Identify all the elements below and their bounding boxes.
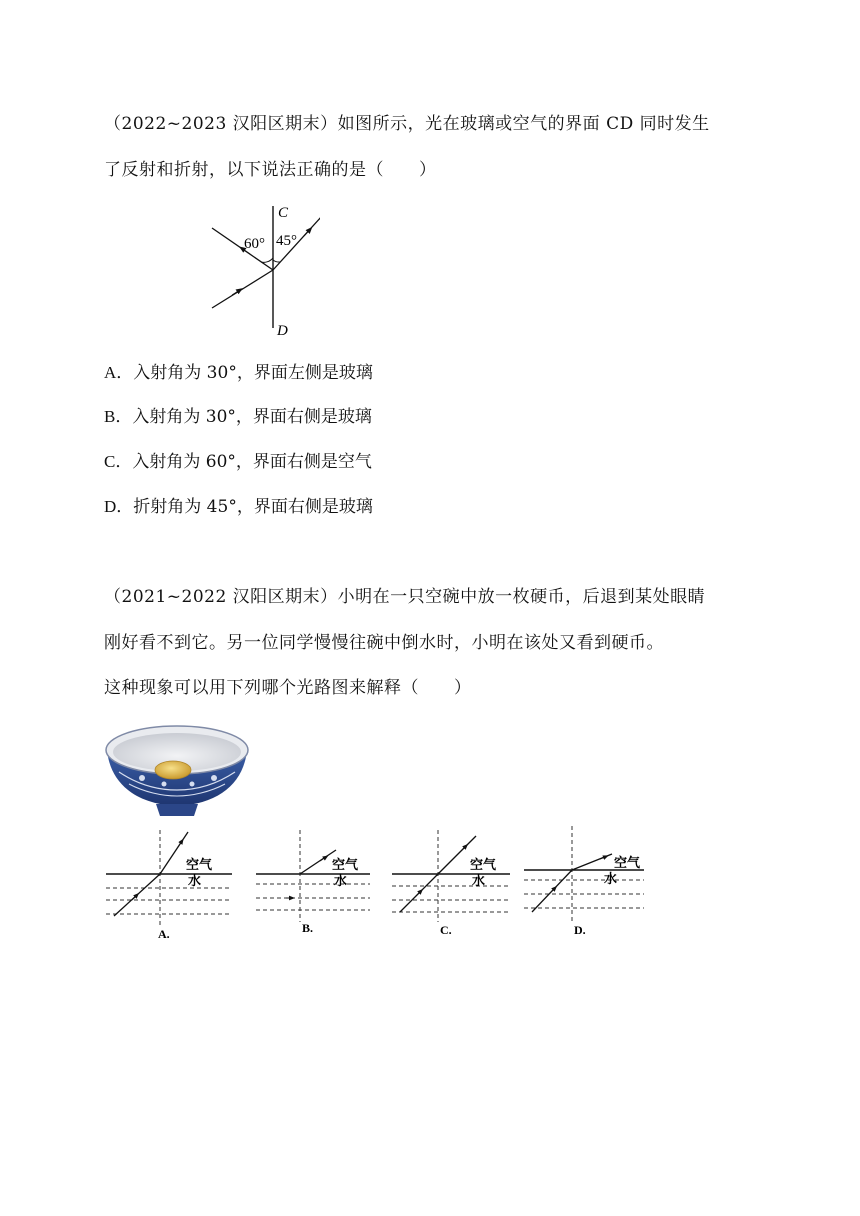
diagram-d — [524, 826, 644, 937]
diagram-c — [392, 830, 510, 937]
light-path-diagrams — [100, 822, 660, 946]
bowl-with-coin-image — [104, 720, 250, 822]
diagram-c-air-label: 空气 — [470, 858, 497, 873]
incident-ray-arrow — [232, 290, 240, 295]
coin — [155, 761, 191, 779]
diagram-b-option-label: B. — [302, 921, 314, 935]
option-b-text: 入射角为 30°，界面右侧是玻璃 — [132, 407, 372, 427]
diagram-a — [106, 830, 232, 941]
angle-label-right: 45° — [276, 233, 297, 249]
diagram-a-option-label: A. — [158, 927, 170, 941]
diagram-b-air-label: 空气 — [332, 858, 359, 873]
question-1-line-2: 了反射和折射，以下说法正确的是（ ） — [104, 160, 437, 180]
diagram-b-water-label: 水 — [334, 874, 348, 889]
option-a-text: 入射角为 30°，界面左侧是玻璃 — [133, 363, 373, 383]
label-c: C — [278, 205, 289, 221]
option-a[interactable] — [104, 361, 373, 385]
angle-arc-left — [261, 258, 273, 262]
option-c-text: 入射角为 60°，界面右侧是空气 — [132, 452, 372, 472]
diagram-c-option-label: C. — [440, 923, 452, 937]
diagram-a-air-label: 空气 — [186, 858, 213, 873]
diagram-d-option-label: D. — [574, 923, 586, 937]
option-b-letter: B． — [104, 407, 133, 426]
diagram-d-water-label: 水 — [604, 872, 618, 887]
question-2-line-1: （2021~2022 汉阳区期末）小明在一只空碗中放一枚硬币，后退到某处眼睛 — [104, 587, 706, 607]
incident-ray — [212, 270, 273, 308]
option-b[interactable] — [104, 405, 372, 429]
option-d[interactable] — [104, 495, 373, 519]
option-c[interactable] — [104, 450, 372, 474]
angle-arc-right — [273, 260, 280, 262]
option-d-letter: D． — [104, 497, 134, 516]
angle-label-left: 60° — [244, 236, 265, 252]
question-2-line-2: 刚好看不到它。另一位同学慢慢往碗中倒水时，小明在该处又看到硬币。 — [104, 633, 664, 653]
diagram-b — [256, 830, 370, 935]
diagram-d-air-label: 空气 — [614, 856, 641, 871]
question-1-line-1: （2022~2023 汉阳区期末）如图所示，光在玻璃或空气的界面 CD 同时发生 — [104, 114, 710, 134]
bowl-foot — [156, 804, 198, 816]
option-d-text: 折射角为 45°，界面右侧是玻璃 — [133, 497, 373, 517]
option-c-letter: C． — [104, 452, 133, 471]
refracted-ray-arrow — [304, 230, 310, 237]
reflection-refraction-figure — [200, 198, 320, 340]
diagram-a-water-label: 水 — [188, 874, 202, 889]
question-2-line-3: 这种现象可以用下列哪个光路图来解释（ ） — [104, 678, 472, 698]
option-a-letter: A． — [104, 363, 134, 382]
diagram-c-water-label: 水 — [472, 874, 486, 889]
label-d: D — [277, 323, 288, 339]
